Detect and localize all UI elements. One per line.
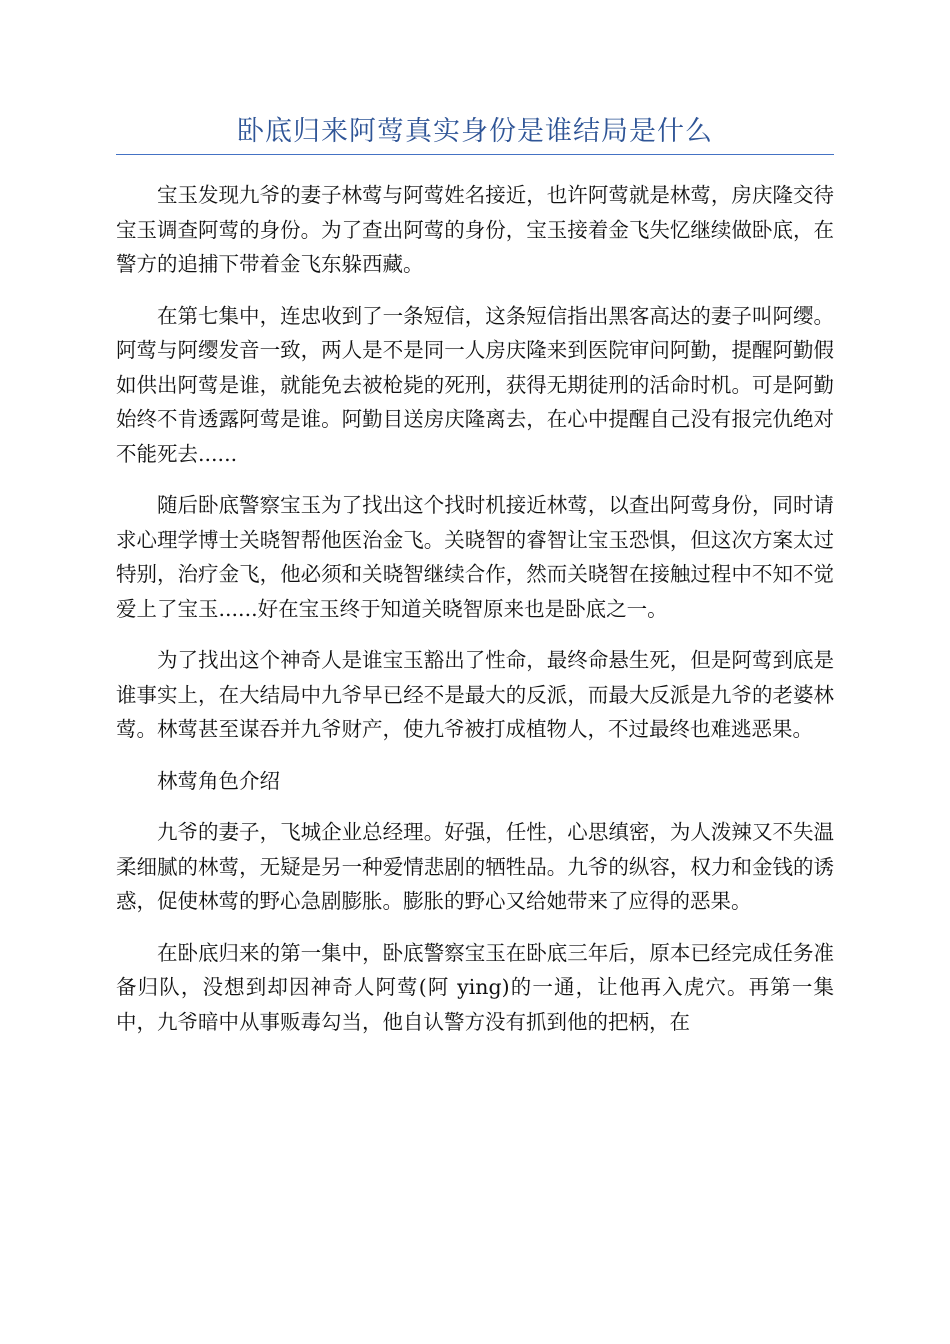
document-body (116, 178, 834, 1056)
paragraph-5: 九爷的妻子，飞城企业总经理。好强，任性，心思缜密，为人泼辣又不失温柔细腻的林莺，无疑是另一种爱情悲剧的牺牲品。九爷的纵容，权力和金钱的诱惑，促使林莺的野心急剧膨胀。膨胀的野心又给她带来了应得的恶果。 (116, 820, 834, 913)
document-title: 卧底归来阿莺真实身份是谁结局是什么 (237, 116, 713, 147)
section-heading: 林莺角色介绍 (157, 768, 280, 793)
paragraph-4: 为了找出这个神奇人是谁宝玉豁出了性命，最终命悬生死，但是阿莺到底是谁事实上，在大结局中九爷早已经不是最大的反派，而最大反派是九爷的老婆林莺。林莺甚至谋吞并九爷财产，使九爷被打成植物人，不过最终也难逃恶果。 (116, 648, 834, 741)
title-underline (116, 154, 834, 155)
paragraph-2: 在第七集中，连忠收到了一条短信，这条短信指出黑客高达的妻子叫阿缨。阿莺与阿缨发音一致，两人是不是同一人房庆隆来到医院审问阿勤，提醒阿勤假如供出阿莺是谁，就能免去被枪毙的死刑，获得无期徒刑的活命时机。可是阿勤始终不肯透露阿莺是谁。阿勤目送房庆隆离去，在心中提醒自己没有报完仇绝对不能死去...... (116, 303, 834, 466)
paragraph-3: 随后卧底警察宝玉为了找出这个找时机接近林莺，以查出阿莺身份，同时请求心理学博士关晓智帮他医治金飞。关晓智的睿智让宝玉恐惧，但这次方案太过特别，治疗金飞，他必须和关晓智继续合作，然而关晓智在接触过程中不知不觉爱上了宝玉......好在宝玉终于知道关晓智原来也是卧底之一。 (116, 493, 834, 621)
paragraph-6: 在卧底归来的第一集中，卧底警察宝玉在卧底三年后，原本已经完成任务准备归队，没想到却因神奇人阿莺(阿 ying)的一通，让他再入虎穴。再第一集中，九爷暗中从事贩毒勾当，他自认警方没有抓到他的把柄，在 (116, 940, 834, 1034)
paragraph-1: 宝玉发现九爷的妻子林莺与阿莺姓名接近，也许阿莺就是林莺，房庆隆交待宝玉调查阿莺的身份。为了查出阿莺的身份，宝玉接着金飞失忆继续做卧底，在警方的追捕下带着金飞东躲西藏。 (116, 183, 834, 276)
